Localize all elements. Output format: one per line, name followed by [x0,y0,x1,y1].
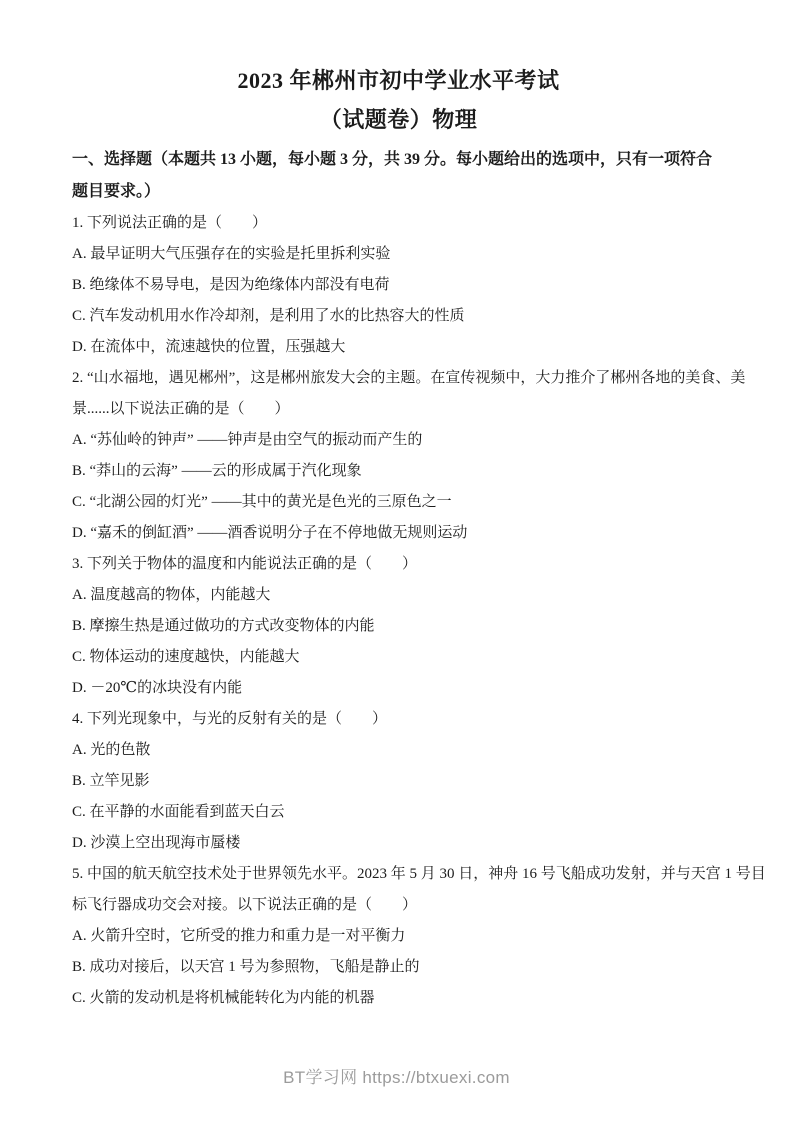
question-4-option-a: A. 光的色散 [72,742,151,758]
question-3-option-c: C. 物体运动的速度越快，内能越大 [72,649,300,665]
question-2-option-d: D. “嘉禾的倒缸酒” ——酒香说明分子在不停地做无规则运动 [72,525,468,541]
question-4-stem: 4. 下列光现象中，与光的反射有关的是（ ） [72,711,388,727]
question-3-option-b: B. 摩擦生热是通过做功的方式改变物体的内能 [72,618,375,634]
question-5-stem-line-2: 标飞行器成功交会对接。以下说法正确的是（ ） [72,897,418,913]
question-4-option-b: B. 立竿见影 [72,773,150,789]
question-1-option-c: C. 汽车发动机用水作冷却剂，是利用了水的比热容大的性质 [72,308,465,324]
exam-subtitle: （试题卷）物理 [319,107,478,132]
question-1-option-a: A. 最早证明大气压强存在的实验是托里拆利实验 [72,246,391,262]
question-1-option-d: D. 在流体中，流速越快的位置，压强越大 [72,339,346,355]
question-2-option-c: C. “北湖公园的灯光” ——其中的黄光是色光的三原色之一 [72,494,452,510]
site-watermark: BT学习网 https://btxuexi.com [283,1068,510,1087]
question-5-option-a: A. 火箭升空时，它所受的推力和重力是一对平衡力 [72,928,406,944]
question-3-option-d: D. －20℃的冰块没有内能 [72,680,243,696]
question-1-stem: 1. 下列说法正确的是（ ） [72,215,268,231]
question-2-option-b: B. “莽山的云海” ——云的形成属于汽化现象 [72,463,362,479]
exam-body [72,144,766,1014]
question-3-option-a: A. 温度越高的物体，内能越大 [72,587,271,603]
section-heading-line-1: 一、选择题（本题共 13 小题，每小题 3 分，共 39 分。每小题给出的选项中，只有一项符合 [72,151,713,168]
question-4-option-d: D. 沙漠上空出现海市蜃楼 [72,835,241,851]
question-2-stem-line-1: 2. “山水福地，遇见郴州”，这是郴州旅发大会的主题。在宣传视频中，大力推介了郴州各地的美食、美 [72,370,746,386]
question-4-option-c: C. 在平静的水面能看到蓝天白云 [72,804,285,820]
question-1-option-b: B. 绝缘体不易导电，是因为绝缘体内部没有电荷 [72,277,390,293]
question-2-stem-line-2: 景......以下说法正确的是（ ） [72,401,290,417]
exam-title: 2023 年郴州市初中学业水平考试 [237,68,560,93]
question-3-stem: 3. 下列关于物体的温度和内能说法正确的是（ ） [72,556,418,572]
section-heading-line-2: 题目要求。） [72,183,161,200]
question-5-stem-line-1: 5. 中国的航天航空技术处于世界领先水平。2023 年 5 月 30 日，神舟 16 号飞船成功发射，并与天宫 1 号目 [72,866,766,882]
question-2-option-a: A. “苏仙岭的钟声” ——钟声是由空气的振动而产生的 [72,432,423,448]
question-5-option-b: B. 成功对接后，以天宫 1 号为参照物，飞船是静止的 [72,959,420,975]
question-5-option-c: C. 火箭的发动机是将机械能转化为内能的机器 [72,990,375,1006]
